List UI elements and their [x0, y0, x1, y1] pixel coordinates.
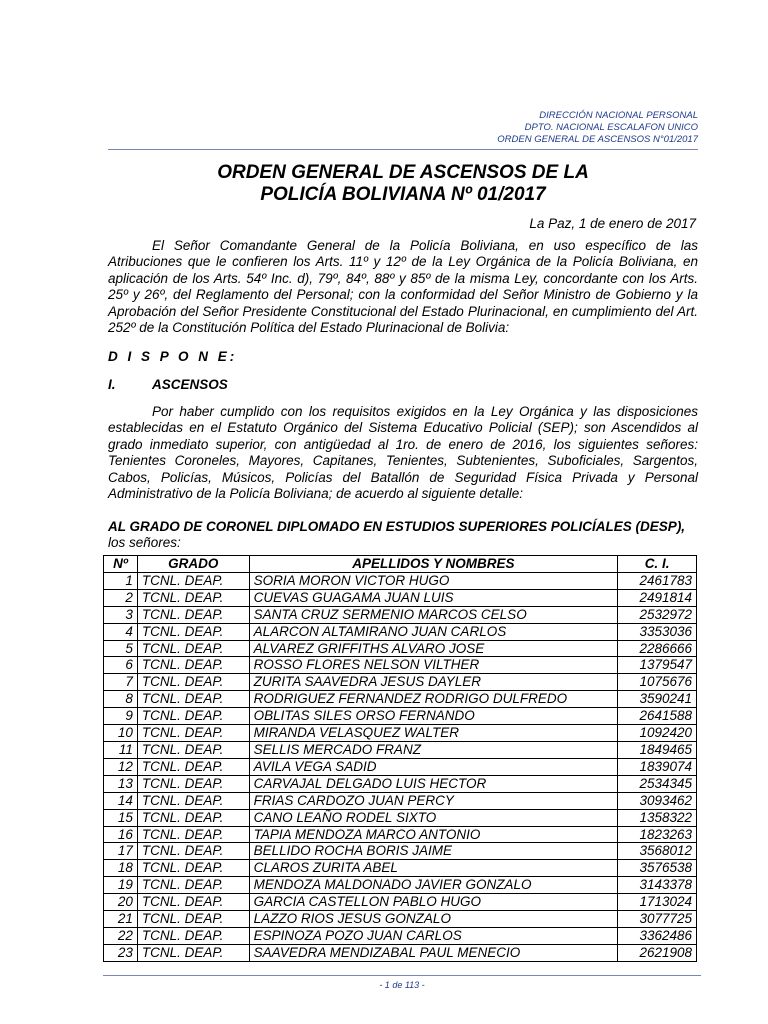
row-name: LAZZO RIOS JESUS GONZALO — [249, 911, 618, 928]
document-title — [108, 162, 698, 206]
table-row — [104, 911, 697, 928]
table-row — [104, 657, 697, 674]
row-name: CLAROS ZURITA ABEL — [249, 860, 618, 877]
row-name: BELLIDO ROCHA BORIS JAIME — [249, 843, 618, 860]
row-name: SANTA CRUZ SERMENIO MARCOS CELSO — [249, 606, 618, 623]
header-number: Nº — [104, 556, 138, 573]
title-line-1: ORDEN GENERAL DE ASCENSOS DE LA — [217, 162, 589, 183]
row-ci: 1075676 — [618, 674, 697, 691]
footer-divider — [103, 975, 701, 976]
row-name: ESPINOZA POZO JUAN CARLOS — [249, 927, 618, 944]
row-number: 20 — [104, 894, 138, 911]
table-row — [104, 843, 697, 860]
row-grade: TCNL. DEAP. — [137, 741, 249, 758]
row-grade: TCNL. DEAP. — [137, 708, 249, 725]
row-grade: TCNL. DEAP. — [137, 894, 249, 911]
row-name: SORIA MORON VICTOR HUGO — [249, 572, 618, 589]
row-grade: TCNL. DEAP. — [137, 860, 249, 877]
table-row — [104, 741, 697, 758]
row-name: ZURITA SAAVEDRA JESUS DAYLER — [249, 674, 618, 691]
table-row — [104, 589, 697, 606]
row-ci: 2461783 — [618, 572, 697, 589]
page-number: - 1 de 113 - — [379, 980, 425, 990]
row-number: 22 — [104, 927, 138, 944]
row-number: 13 — [104, 775, 138, 792]
promotion-paragraph: Por haber cumplido con los requisitos exigidos en la Ley Orgánica y las disposiciones establecidas en el Estatuto Orgánico del Sistema Educativo Policial (SEP); son Ascendidos al grado inmediato superior, con antigüedad al 1ro. de enero de 2016, los siguientes señores: Tenientes Coroneles, Mayores, Capitanes, Tenientes, Subtenientes, Suboficiales, Sargentos, Cabos, Policías, Músicos, Policías del Batallón de Seguridad Física Privada y Personal Administrativo de la Policía Boliviana; de acuerdo al siguiente detalle: — [108, 404, 698, 502]
table-row — [104, 877, 697, 894]
row-name: CANO LEAÑO RODEL SIXTO — [249, 809, 618, 826]
preamble-paragraph: El Señor Comandante General de la Policía Boliviana, en uso específico de las Atribuciones que le confieren los Arts. 11º y 12º de la Ley Orgánica de la Policía Boliviana, en aplicación de los Arts. 54º Inc. d), 79º, 84º, 88º y 85º de la misma Ley, concordante con los Arts. 25º y 26º, del Reglamento del Personal; con la conformidad del Señor Ministro de Gobierno y la Aprobación del Señor Presidente Constitucional del Estado Plurinacional, en cumplimiento del Art. 252º de la Constitución Política del Estado Plurinacional de Bolivia: — [108, 238, 698, 336]
row-number: 9 — [104, 708, 138, 725]
row-grade: TCNL. DEAP. — [137, 792, 249, 809]
header-grade: GRADO — [137, 556, 249, 573]
table-row — [104, 606, 697, 623]
promotion-table — [103, 555, 697, 962]
row-ci: 3568012 — [618, 843, 697, 860]
row-name: MIRANDA VELASQUEZ WALTER — [249, 725, 618, 742]
row-number: 7 — [104, 674, 138, 691]
row-grade: TCNL. DEAP. — [137, 877, 249, 894]
header-names: APELLIDOS Y NOMBRES — [249, 556, 618, 573]
table-row — [104, 944, 697, 961]
header-ci: C. I. — [618, 556, 697, 573]
row-grade: TCNL. DEAP. — [137, 843, 249, 860]
row-ci: 1358322 — [618, 809, 697, 826]
row-name: TAPIA MENDOZA MARCO ANTONIO — [249, 826, 618, 843]
header-divider — [108, 149, 698, 150]
row-ci: 1713024 — [618, 894, 697, 911]
table-row — [104, 927, 697, 944]
row-number: 1 — [104, 572, 138, 589]
row-grade: TCNL. DEAP. — [137, 911, 249, 928]
table-row — [104, 623, 697, 640]
row-number: 10 — [104, 725, 138, 742]
row-ci: 1823263 — [618, 826, 697, 843]
table-row — [104, 775, 697, 792]
row-name: AVILA VEGA SADID — [249, 758, 618, 775]
table-row — [104, 674, 697, 691]
grade-heading — [108, 519, 702, 552]
grade-heading-bold: AL GRADO DE CORONEL DIPLOMADO EN ESTUDIOS SUPERIORES POLICÍALES (DESP), — [108, 519, 686, 534]
row-number: 16 — [104, 826, 138, 843]
row-number: 6 — [104, 657, 138, 674]
table-row — [104, 894, 697, 911]
table-row — [104, 860, 697, 877]
row-grade: TCNL. DEAP. — [137, 572, 249, 589]
row-name: ROSSO FLORES NELSON VILTHER — [249, 657, 618, 674]
row-grade: TCNL. DEAP. — [137, 606, 249, 623]
table-row — [104, 758, 697, 775]
row-ci: 3353036 — [618, 623, 697, 640]
table-row — [104, 691, 697, 708]
row-number: 8 — [104, 691, 138, 708]
table-row — [104, 708, 697, 725]
row-number: 3 — [104, 606, 138, 623]
table-body — [104, 572, 697, 961]
table-row — [104, 809, 697, 826]
section-number: I. — [108, 377, 116, 392]
row-number: 19 — [104, 877, 138, 894]
row-grade: TCNL. DEAP. — [137, 826, 249, 843]
dispone-heading: D I S P O N E: — [108, 349, 238, 364]
row-ci: 3143378 — [618, 877, 697, 894]
row-grade: TCNL. DEAP. — [137, 944, 249, 961]
section-title: ASCENSOS — [152, 377, 228, 392]
row-ci: 3077725 — [618, 911, 697, 928]
row-name: FRIAS CARDOZO JUAN PERCY — [249, 792, 618, 809]
row-grade: TCNL. DEAP. — [137, 725, 249, 742]
row-name: MENDOZA MALDONADO JAVIER GONZALO — [249, 877, 618, 894]
row-grade: TCNL. DEAP. — [137, 758, 249, 775]
row-name: OBLITAS SILES ORSO FERNANDO — [249, 708, 618, 725]
row-ci: 3093462 — [618, 792, 697, 809]
document-date: La Paz, 1 de enero de 2017 — [529, 216, 696, 231]
title-line-2: POLICÍA BOLIVIANA Nº 01/2017 — [260, 184, 546, 205]
row-ci: 3362486 — [618, 927, 697, 944]
header-line-3: ORDEN GENERAL DE ASCENSOS N°01/2017 — [497, 134, 698, 145]
table-row — [104, 725, 697, 742]
row-grade: TCNL. DEAP. — [137, 623, 249, 640]
row-grade: TCNL. DEAP. — [137, 809, 249, 826]
row-name: CARVAJAL DELGADO LUIS HECTOR — [249, 775, 618, 792]
row-name: CUEVAS GUAGAMA JUAN LUIS — [249, 589, 618, 606]
row-name: GARCIA CASTELLON PABLO HUGO — [249, 894, 618, 911]
row-ci: 3576538 — [618, 860, 697, 877]
row-number: 4 — [104, 623, 138, 640]
row-ci: 3590241 — [618, 691, 697, 708]
row-grade: TCNL. DEAP. — [137, 640, 249, 657]
row-name: SELLIS MERCADO FRANZ — [249, 741, 618, 758]
row-ci: 2532972 — [618, 606, 697, 623]
table-header-row — [104, 556, 697, 573]
row-number: 21 — [104, 911, 138, 928]
row-number: 2 — [104, 589, 138, 606]
table-row — [104, 640, 697, 657]
row-number: 14 — [104, 792, 138, 809]
table-row — [104, 826, 697, 843]
row-number: 5 — [104, 640, 138, 657]
row-name: SAAVEDRA MENDIZABAL PAUL MENECIO — [249, 944, 618, 961]
row-grade: TCNL. DEAP. — [137, 775, 249, 792]
row-ci: 1379547 — [618, 657, 697, 674]
grade-heading-normal: los señores: — [108, 535, 181, 551]
table-row — [104, 792, 697, 809]
row-grade: TCNL. DEAP. — [137, 589, 249, 606]
table-row — [104, 572, 697, 589]
row-ci: 2641588 — [618, 708, 697, 725]
row-number: 12 — [104, 758, 138, 775]
row-number: 23 — [104, 944, 138, 961]
row-ci: 2491814 — [618, 589, 697, 606]
row-grade: TCNL. DEAP. — [137, 674, 249, 691]
row-ci: 2286666 — [618, 640, 697, 657]
section-heading — [108, 377, 228, 392]
document-header — [497, 110, 698, 146]
row-ci: 1092420 — [618, 725, 697, 742]
header-line-2: DPTO. NACIONAL ESCALAFON UNICO — [524, 122, 698, 133]
row-name: ALVAREZ GRIFFITHS ALVARO JOSE — [249, 640, 618, 657]
row-grade: TCNL. DEAP. — [137, 691, 249, 708]
row-ci: 1839074 — [618, 758, 697, 775]
row-number: 18 — [104, 860, 138, 877]
row-ci: 1849465 — [618, 741, 697, 758]
row-number: 15 — [104, 809, 138, 826]
header-line-1: DIRECCIÓN NACIONAL PERSONAL — [539, 110, 698, 121]
row-name: ALARCON ALTAMIRANO JUAN CARLOS — [249, 623, 618, 640]
row-name: RODRIGUEZ FERNANDEZ RODRIGO DULFREDO — [249, 691, 618, 708]
row-number: 17 — [104, 843, 138, 860]
row-ci: 2534345 — [618, 775, 697, 792]
row-number: 11 — [104, 741, 138, 758]
row-grade: TCNL. DEAP. — [137, 657, 249, 674]
row-grade: TCNL. DEAP. — [137, 927, 249, 944]
row-ci: 2621908 — [618, 944, 697, 961]
